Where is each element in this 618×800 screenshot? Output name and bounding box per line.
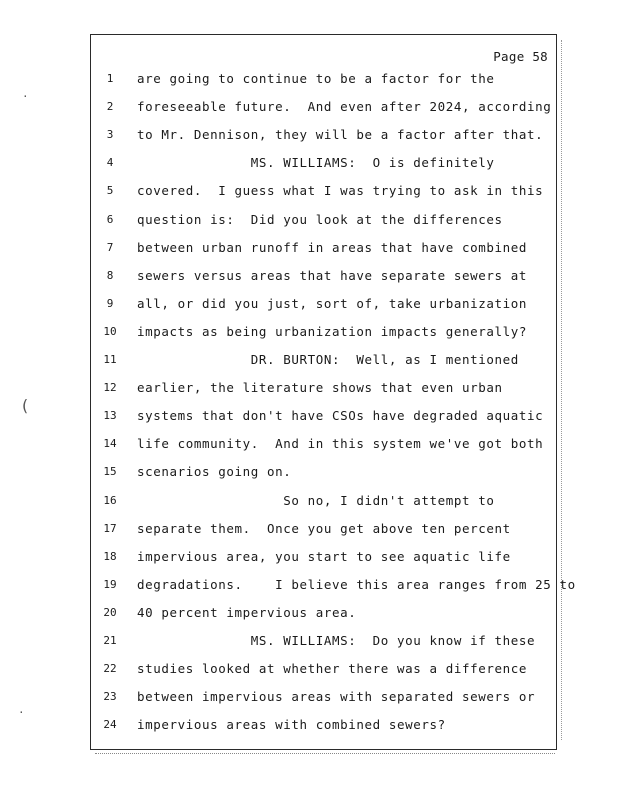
line-text: all, or did you just, sort of, take urbanization	[137, 295, 528, 311]
line-text: to Mr. Dennison, they will be a factor after that.	[137, 127, 544, 143]
transcript-line	[91, 350, 556, 370]
line-text: between impervious areas with separated sewers or	[137, 689, 536, 705]
line-text: degradations. I believe this area ranges from 25 to	[137, 576, 576, 592]
line-text: earlier, the literature shows that even urban	[137, 380, 503, 396]
transcript-line	[91, 462, 556, 482]
line-text: covered. I guess what I was trying to ask in this	[137, 183, 544, 199]
line-number: 19	[103, 577, 117, 591]
transcript-line	[91, 322, 556, 342]
scan-edge-right	[561, 40, 562, 740]
line-number: 24	[103, 718, 117, 732]
line-text: sewers versus areas that have separate sewers at	[137, 267, 528, 283]
scan-noise-bottom	[95, 753, 555, 758]
transcript-page	[90, 34, 576, 750]
line-text: systems that don't have CSOs have degraded aquatic	[137, 408, 544, 424]
line-text: life community. And in this system we've got both	[137, 436, 544, 452]
line-number: 6	[106, 212, 114, 226]
line-number: 3	[106, 128, 114, 142]
transcript-line	[91, 406, 556, 426]
line-number: 8	[106, 268, 114, 282]
line-number: 23	[103, 690, 117, 704]
line-number: 10	[103, 324, 117, 338]
line-number: 21	[103, 634, 117, 647]
transcript-line	[91, 434, 556, 454]
line-number: 14	[103, 437, 117, 451]
margin-mark-bottom: ·	[18, 706, 25, 719]
transcript-line	[91, 238, 556, 258]
transcript-line	[91, 603, 556, 623]
line-number: 16	[103, 493, 117, 507]
transcript-line	[91, 575, 576, 595]
line-text: impacts as being urbanization impacts generally?	[137, 323, 528, 339]
line-number: 22	[103, 662, 117, 676]
line-text: question is: Did you look at the differences	[137, 211, 503, 227]
line-number: 13	[103, 409, 117, 423]
line-text: 40 percent impervious area.	[137, 604, 357, 620]
line-text: MS. WILLIAMS: Do you know if these	[137, 633, 536, 648]
line-text: scenarios going on.	[137, 464, 292, 480]
line-text: foreseeable future. And even after 2024, according	[137, 99, 552, 115]
transcript-line	[91, 97, 556, 117]
line-number: 9	[106, 296, 114, 310]
margin-mark-top: ·	[22, 90, 29, 103]
line-number: 17	[103, 521, 117, 535]
transcript-line	[91, 153, 556, 173]
transcript-line	[91, 125, 556, 145]
line-text: studies looked at whether there was a difference	[137, 661, 528, 677]
transcript-line	[91, 547, 556, 567]
line-number: 1	[106, 72, 114, 85]
transcript-line	[91, 631, 556, 651]
line-text: impervious areas with combined sewers?	[137, 717, 446, 733]
line-text: separate them. Once you get above ten percent	[137, 520, 511, 536]
transcript-line	[91, 210, 556, 230]
line-text: between urban runoff in areas that have combined	[137, 239, 528, 255]
transcript-line	[91, 491, 556, 511]
line-text: DR. BURTON: Well, as I mentioned	[137, 352, 519, 367]
line-number: 11	[103, 353, 117, 366]
transcript-line	[91, 181, 556, 201]
line-number: 7	[106, 240, 114, 254]
line-text: impervious area, you start to see aquatic life	[137, 548, 511, 564]
transcript-line	[91, 659, 556, 679]
page-number: Page 58	[493, 49, 548, 64]
line-number: 18	[103, 549, 117, 563]
margin-mark-middle: (	[20, 396, 30, 415]
transcript-line	[91, 69, 556, 89]
line-text: are going to continue to be a factor for the	[137, 71, 495, 86]
line-text: MS. WILLIAMS: O is definitely	[137, 155, 495, 171]
transcript-line	[91, 687, 556, 707]
line-number: 20	[103, 605, 117, 619]
transcript-line	[91, 519, 556, 539]
line-number: 5	[106, 184, 114, 198]
transcript-line	[91, 266, 556, 286]
line-number: 4	[106, 156, 114, 170]
line-number: 2	[106, 100, 114, 114]
line-number: 15	[103, 465, 117, 479]
transcript-line	[91, 378, 556, 398]
transcript-line	[91, 715, 556, 735]
line-text: So no, I didn't attempt to	[137, 492, 495, 508]
line-number: 12	[103, 381, 117, 395]
transcript-line	[91, 294, 556, 314]
